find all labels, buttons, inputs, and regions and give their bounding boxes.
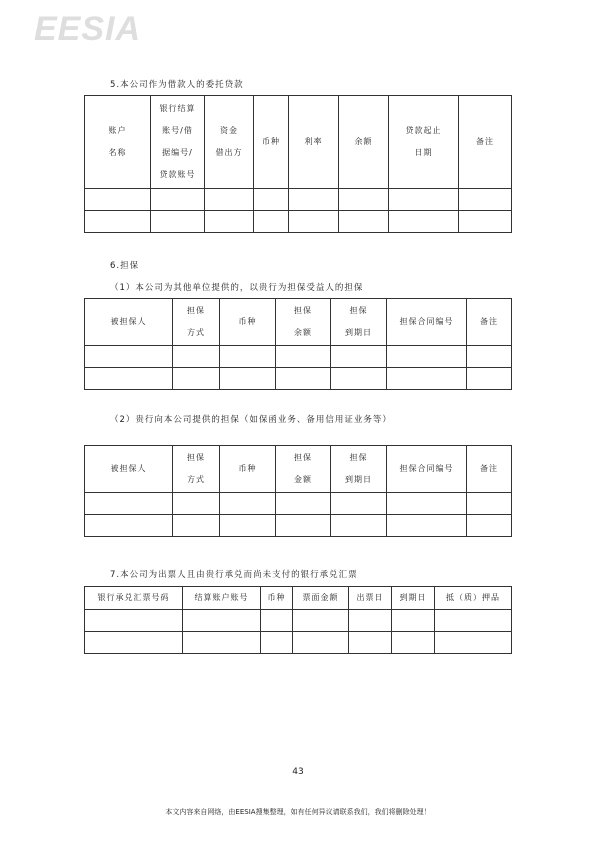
col-currency: 币种 <box>254 96 289 189</box>
col-remarks: 备注 <box>467 299 512 346</box>
header-row <box>85 299 512 346</box>
section6-title: 6.担保 <box>110 261 140 271</box>
col-account-name: 账户 名称 <box>85 96 151 189</box>
section7-title: 7.本公司为出票人且由贵行承兑而尚未支付的银行承兑汇票 <box>110 570 358 580</box>
section5-title: 5.本公司作为借款人的委托贷款 <box>110 80 244 90</box>
col-currency: 币种 <box>261 587 293 610</box>
col-contract-number: 担保合同编号 <box>387 446 467 493</box>
col-lender: 资金 借出方 <box>205 96 254 189</box>
header-row <box>85 96 512 189</box>
col-guaranteed-party: 被担保人 <box>85 299 173 346</box>
col-balance: 余额 <box>339 96 389 189</box>
guarantee-received-table <box>84 445 512 537</box>
col-guarantee-amount: 担保 金额 <box>276 446 331 493</box>
col-guarantee-method: 担保 方式 <box>173 299 220 346</box>
col-guaranteed-party: 被担保人 <box>85 446 173 493</box>
col-guarantee-method: 担保 方式 <box>173 446 220 493</box>
col-guarantee-balance: 担保 余额 <box>276 299 331 346</box>
header-row <box>85 587 512 610</box>
guarantee-provided-table <box>84 298 512 390</box>
col-loan-period: 贷款起止 日期 <box>389 96 459 189</box>
col-interest-rate: 利率 <box>289 96 339 189</box>
footer-disclaimer: 本文内容来自网络，由EESIA搜集整理，如有任何异议请联系我们，我们将删除处理！ <box>165 808 431 816</box>
table-row <box>85 368 512 390</box>
col-currency: 币种 <box>220 446 276 493</box>
col-guarantee-expiry: 担保 到期日 <box>331 299 387 346</box>
col-settlement-account: 结算账户账号 <box>183 587 261 610</box>
col-currency: 币种 <box>220 299 276 346</box>
header-row <box>85 446 512 493</box>
page-number: 43 <box>292 767 304 777</box>
col-contract-number: 担保合同编号 <box>387 299 467 346</box>
col-remarks: 备注 <box>467 446 512 493</box>
col-face-amount: 票面金额 <box>293 587 349 610</box>
section6-part1-title: （1）本公司为其他单位提供的，以贵行为担保受益人的担保 <box>110 283 364 293</box>
col-remarks: 备注 <box>459 96 512 189</box>
entrusted-loan-table <box>84 95 512 233</box>
section6-part2-title: （2）贵行向本公司提供的担保（如保函业务、备用信用证业务等） <box>110 415 392 425</box>
table-row <box>85 493 512 515</box>
table-row <box>85 515 512 537</box>
col-settlement-account: 银行结算 账号/借 据编号/ 贷款账号 <box>151 96 205 189</box>
eesia-logo: EESIA <box>34 10 142 48</box>
table-row <box>85 632 512 654</box>
table-row <box>85 346 512 368</box>
acceptance-bill-table <box>84 586 512 654</box>
table-row <box>85 189 512 211</box>
col-due-date: 到期日 <box>392 587 435 610</box>
col-collateral: 抵（质）押品 <box>435 587 512 610</box>
col-issue-date: 出票日 <box>349 587 392 610</box>
table-row <box>85 211 512 233</box>
table-row <box>85 610 512 632</box>
col-bill-number: 银行承兑汇票号码 <box>85 587 183 610</box>
col-guarantee-expiry: 担保 到期日 <box>331 446 387 493</box>
